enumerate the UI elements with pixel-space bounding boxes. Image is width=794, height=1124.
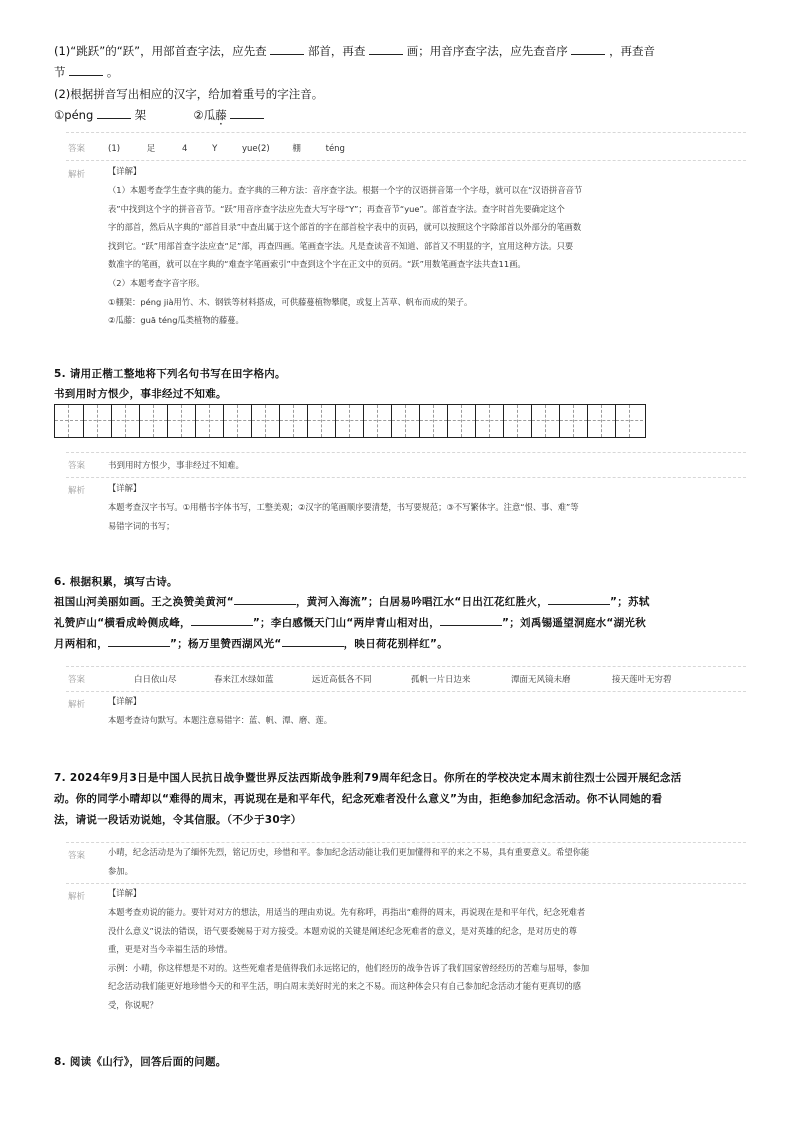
blank[interactable] [234,594,296,605]
answer-text: (1) 足 4 Y yue(2) 棚 téng [108,144,345,154]
q6-line1: 祖国山河美丽如画。王之涣赞美黄河“ ，黄河入海流”；白居易吟唱江水“日出江花红胜火， ”；苏轼 [54,596,650,608]
blank[interactable] [369,44,403,55]
q4-items: ①péng 架 ②瓜藤 [54,107,264,123]
analysis-text: 本题考查诗句默写。本题注意易错字：蓝、帆、潭、磨、莲。 [108,715,333,725]
grid-cell[interactable] [55,405,83,437]
grid-cell[interactable] [251,405,279,437]
grid-cell[interactable] [111,405,139,437]
grid-cell[interactable] [531,405,559,437]
q5-sentence: 书到用时方恨少，事非经过不知难。 [54,388,227,400]
grid-cell[interactable] [335,405,363,437]
grid-cell[interactable] [447,405,475,437]
analysis-text: （1）本题考查学生查字典的能力。查字典的三种方法：音序查字法。根据一个字的汉语拼音第一个字母，就可以在“汉语拼音音节 表”中找到这个字的拼音音节。“跃”用音序查字法应先查大写字母“Y”；再查音节“yue”。部首查字法。查字时首先要确定这个 字的部首，然后从字典的“部首目录”中查出属于这个部首的字在部首检字表中的页码，就可以按照这个字除部首以外部分的笔画数 找到它。“跃”用部首查字法应查“足”部，再查四画。笔画查字法。凡是查读音不知道、部首又不明显的字，宜用这种方法。只要 数准字的笔画，就可以在字典的“难查字笔画索引”中查到这个字在正文中的页码。“跃”用数笔画查字法共查11画。 （2）本题考查字音字形。 ①棚架：péng jià用竹、木、钢铁等材料搭成，可供藤蔓植物攀爬，或复上苫草、帆布而成的架子。 ②瓜藤：guā téng瓜类植物的藤蔓。 [108,185,583,326]
grid-cell[interactable] [363,405,391,437]
answer-label: 答案 [68,461,86,471]
divider [66,452,746,453]
analysis-label: 解析 [68,486,86,496]
detail-label: 【详解】 [108,166,142,176]
blank[interactable] [230,108,264,119]
grid-cell[interactable] [475,405,503,437]
blank[interactable] [108,636,170,647]
answer-item: 远近高低各不同 [312,675,372,685]
detail-label: 【详解】 [108,888,142,898]
answer-item: 接天莲叶无穷碧 [612,675,672,685]
divider [66,477,746,478]
answer-item: 白日依山尽 [134,675,177,685]
analysis-text: 本题考查劝说的能力。要针对对方的想法，用适当的理由劝说。先有称呼，再指出“难得的周末，再说现在是和平年代，纪念死难者 没什么意义”说法的错误，语气要委婉易于对方接受。本题劝说的关键是阐述纪念死难者的意义，是对英雄的纪念，是对历史的尊 重，更是对当今幸福生活的珍惜。 示例：小晴，你这样想是不对的。这些死难者是值得我们永远铭记的，他们经历的战争告诉了我们国家曾经经历的苦难与屈辱，参加 纪念活动我们能更好地珍惜今天的和平生活，明白周末美好时光的来之不易。而这种体会只有自己参加纪念活动才能有更真切的感 受，你说呢？ [108,907,590,1010]
answer-label: 答案 [68,675,86,685]
grid-cell[interactable] [503,405,531,437]
answer-text: 小晴，纪念活动是为了缅怀先烈，铭记历史，珍惜和平。参加纪念活动能让我们更加懂得和平的来之不易，具有重要意义。希望你能 参加。 [108,847,590,876]
analysis-label: 解析 [68,892,86,902]
q6-line2: 礼赞庐山“横看成岭侧成峰， ”；李白感慨天门山“两岸青山相对出， ”；刘禹锡遥望洞庭水“湖光秋 [54,617,647,629]
answer-item: 潭面无风镜未磨 [511,675,571,685]
q7-prompt: 7. 2024年9月3日是中国人民抗日战争暨世界反法西斯战争胜利79周年纪念日。你所在的学校决定本周末前往烈士公园开展纪念活 动。你的同学小晴却以“难得的周末，再说现在是和平年代，纪念死难者没什么意义”为由，拒绝参加纪念活动。你不认同她的看 法，请说一段话劝说她，令其信服。（不少于30字） [54,772,682,826]
blank[interactable] [571,44,605,55]
q6-line3: 月两相和， ”；杨万里赞西湖风光“ ，映日荷花别样红”。 [54,638,449,650]
answer-label: 答案 [68,851,86,861]
answer-item: 孤帆一片日边来 [411,675,471,685]
q4-line1: (1)“跳跃”的“跃”，用部首查字法，应先查 部首，再查 画；用音序查字法，应先查音序 ，再查音 [54,44,656,58]
divider [66,132,746,133]
grid-cell[interactable] [559,405,587,437]
answer-item: 春来江水绿如蓝 [214,675,274,685]
grid-cell[interactable] [419,405,447,437]
answer-label: 答案 [68,144,86,154]
analysis-label: 解析 [68,700,86,710]
tianzige-grid[interactable] [54,404,646,438]
blank[interactable] [440,615,502,626]
grid-cell[interactable] [83,405,111,437]
divider [66,666,746,667]
q5-title: 5. 请用正楷工整地将下列名句书写在田字格内。 [54,368,286,380]
grid-cell[interactable] [167,405,195,437]
detail-label: 【详解】 [108,696,142,706]
grid-cell[interactable] [307,405,335,437]
grid-cell[interactable] [223,405,251,437]
detail-label: 【详解】 [108,483,142,493]
grid-cell[interactable] [615,405,643,437]
blank[interactable] [282,636,344,647]
q4-line2: 节 。 [54,65,119,79]
analysis-label: 解析 [68,170,86,180]
divider [66,160,746,161]
blank[interactable] [270,44,304,55]
divider [66,883,746,884]
blank[interactable] [548,594,610,605]
grid-cell[interactable] [139,405,167,437]
grid-cell[interactable] [587,405,615,437]
q8-title: 8. 阅读《山行》，回答后面的问题。 [54,1056,227,1068]
blank[interactable] [69,65,103,76]
grid-cell[interactable] [279,405,307,437]
q4-line3: (2)根据拼音写出相应的汉字，给加着重号的字注音。 [54,87,324,101]
grid-cell[interactable] [391,405,419,437]
q6-title: 6. 根据积累，填写古诗。 [54,576,178,588]
analysis-text: 本题考查汉字书写。①用楷书字体书写，工整美观；②汉字的笔画顺序要清楚，书写要规范；③不写繁体字。注意“恨、事、难”等 易错字词的书写； [108,502,579,531]
answer-text: 书到用时方恨少，事非经过不知难。 [108,461,245,471]
grid-cell[interactable] [195,405,223,437]
blank[interactable] [97,108,131,119]
divider [66,691,746,692]
blank[interactable] [191,615,253,626]
